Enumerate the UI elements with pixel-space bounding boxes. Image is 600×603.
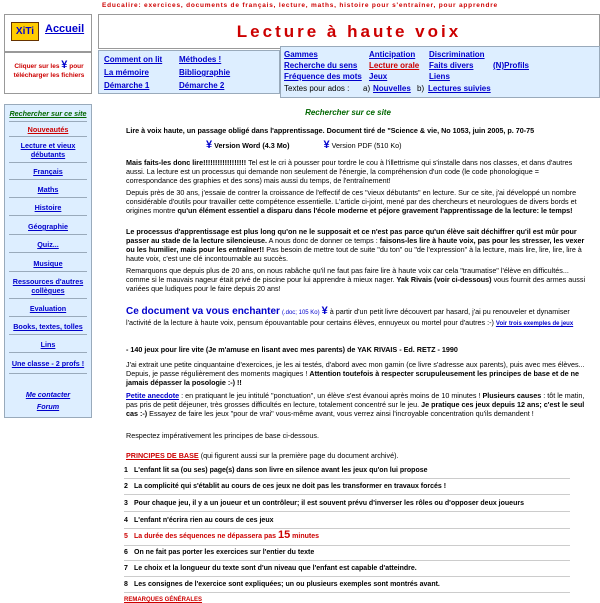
sidebar-item-geographie[interactable]: Géographie bbox=[28, 222, 68, 231]
divider bbox=[9, 334, 87, 335]
sidebar-item-contact[interactable]: Me contacter bbox=[25, 390, 71, 399]
anecdote-link[interactable]: Petite anecdote bbox=[126, 391, 180, 400]
intro-title: Lire à voix haute, un passage obligé dans l'apprentissage. Document tiré de "Science & vie, No 1053, juin 2005, p. 70-75 bbox=[126, 126, 535, 135]
nav-comment-on-lit[interactable]: Comment on lit bbox=[104, 55, 163, 64]
nav-right bbox=[280, 46, 600, 98]
divider bbox=[9, 234, 87, 235]
nav-liens[interactable]: Liens bbox=[429, 72, 450, 81]
page-title-box bbox=[98, 14, 600, 49]
nav-left bbox=[98, 50, 280, 94]
nav-profils[interactable]: (N)Profils bbox=[493, 61, 529, 70]
paragraph: J'ai extrait une petite cinquantaine d'exercices, je les ai testés, d'abord avec mon gamin (ce livre s'adresse aux parents), puis avec mes élèves... Depuis, je passe régulièrement des moments magiques ! Attention toutefois à respecter scrupuleusement les principes de base et de ne jamais dépasser la posologie :-) !! bbox=[126, 360, 585, 387]
download-hint bbox=[4, 52, 92, 94]
pdf-version-link[interactable]: Version PDF (510 Ko) bbox=[331, 141, 402, 150]
nav-gammes[interactable]: Gammes bbox=[284, 50, 318, 59]
sidebar-search[interactable]: Rechercher sur ce site bbox=[9, 109, 87, 118]
nav-lecture-orale[interactable]: Lecture orale bbox=[369, 61, 420, 70]
textes-ados-b: b) bbox=[417, 84, 425, 93]
doc-paragraph: Ce document va vous enchanter (.doc; 105 Ko) ¥ à partir d'un petit livre découvert par hasard, j'ai pu renouveler et dynamiser l'activité de la lecture à haute voix, pensum épouvantable pour certains élèves, ennuyeux ou mortel pour d'autres :-) Voir trois exemples de jeux bbox=[126, 305, 574, 327]
nav-anticipation[interactable]: Anticipation bbox=[369, 50, 416, 59]
textes-ados-label: Textes pour ados : bbox=[284, 84, 350, 93]
respect-note: Respectez impérativement les principes de base ci-dessous. bbox=[126, 431, 319, 440]
nav-bibliographie[interactable]: Bibliographie bbox=[179, 68, 231, 77]
divider bbox=[124, 511, 570, 512]
divider bbox=[124, 545, 570, 546]
nav-demarche-2[interactable]: Démarche 2 bbox=[179, 81, 225, 90]
anecdote-paragraph: Petite anecdote : en pratiquant le jeu intitulé "ponctuation", un élève s'est évanoui après moins de 10 minutes ! Plusieurs causes : tôt le matin, pas pris de petit déjeuner, très grosses difficultés en lecture, totalement concentré sur le jeu. Je pratique ces jeux depuis 12 ans; c'est le seul cas :-) Essayez de faire les jeux "pour de vrai" vous-même avant, vous verrez ainsi l'incroyable concentration qu'ils demandent ! bbox=[126, 391, 585, 418]
yen-icon[interactable]: ¥ bbox=[323, 139, 330, 151]
sidebar-item-histoire[interactable]: Histoire bbox=[34, 203, 62, 212]
doc-title: Ce document va vous enchanter bbox=[126, 306, 280, 317]
divider bbox=[9, 298, 87, 299]
nav-faits-divers[interactable]: Faits divers bbox=[429, 61, 474, 70]
sidebar-item-vieux-debutants[interactable]: Lecture et vieux débutants bbox=[20, 141, 76, 159]
main-search-link[interactable]: Rechercher sur ce site bbox=[305, 108, 391, 117]
download-hint-before: Cliquer sur les bbox=[14, 63, 60, 70]
sidebar-item-nouveautes[interactable]: Nouveautés bbox=[27, 125, 69, 134]
sidebar-item-liens[interactable]: Lins bbox=[40, 340, 56, 349]
xiti-logo[interactable]: XiTi bbox=[11, 22, 39, 41]
divider bbox=[9, 252, 87, 253]
nav-recherche-sens[interactable]: Recherche du sens bbox=[284, 61, 358, 70]
textes-ados-a: a) bbox=[363, 84, 371, 93]
paragraph: Le processus d'apprentissage est plus long qu'on ne le supposait et ce n'est pas parce qu'un élève sait déchiffrer qu'il est mûr pour passer au stade de la lecture silencieuse. A nous donc de donner ce temps : faisons-les lire à haute voix, pas pour les stresser, les vexer ou les humilier, mais pour les entraîner!! Pas besoin de mettre tout de suite "du ton" ou "de l'expression" à la lecture, mais lire, lire, lire, lire à haute voix, c'est une clé incontournable au succès. bbox=[126, 227, 585, 263]
home-link[interactable]: Accueil bbox=[45, 23, 85, 35]
principes-heading: PRINCIPES DE BASE (qui figurent aussi sur la première page du document archivé). bbox=[126, 451, 399, 460]
nav-nouvelles[interactable]: Nouvelles bbox=[373, 84, 411, 93]
rule-item: 3 Pour chaque jeu, il y a un joueur et un contrôleur; il est souvent prévu d'inverser les rôles ou d'opposer deux joueurs bbox=[124, 500, 524, 507]
divider bbox=[9, 352, 87, 353]
divider bbox=[124, 528, 570, 529]
divider bbox=[124, 560, 570, 561]
nav-demarche-1[interactable]: Démarche 1 bbox=[104, 81, 150, 90]
sidebar-item-maths[interactable]: Maths bbox=[37, 185, 59, 194]
yen-icon[interactable]: ¥ bbox=[206, 139, 213, 151]
sidebar-item-evaluation[interactable]: Evaluation bbox=[29, 304, 67, 313]
nav-jeux[interactable]: Jeux bbox=[369, 72, 388, 81]
rule-item: 2 La complicité qui s'établit au cours de ces jeux ne doit pas les transformer en travaux forcés ! bbox=[124, 483, 447, 490]
divider bbox=[9, 121, 87, 122]
page-title: Lecture à haute voix bbox=[236, 22, 462, 41]
nav-lectures-suivies[interactable]: Lectures suivies bbox=[428, 84, 491, 93]
divider bbox=[124, 478, 570, 479]
rule-item: 4 L'enfant n'écrira rien au cours de ces jeux bbox=[124, 517, 274, 524]
divider bbox=[9, 271, 87, 272]
divider bbox=[9, 179, 87, 180]
yen-icon[interactable]: ¥ bbox=[321, 305, 328, 317]
rule-item: 7 Le choix et la longueur du texte sont d'un niveau que l'enfant est capable d'atteindre. bbox=[124, 565, 417, 572]
logo-area bbox=[4, 14, 92, 52]
divider bbox=[124, 576, 570, 577]
divider bbox=[9, 162, 87, 163]
rule-item: 6 On ne fait pas porter les exercices sur l'entier du texte bbox=[124, 549, 315, 556]
paragraph: Remarquons que depuis plus de 20 ans, on nous rabâche qu'il ne faut pas faire lire à haute voix car cela "traumatise" l'élève en difficultés... comme si le mauvais nageur était privé de piscine pour lui apprendre à mieux nager. Yak Rivais (voir ci-dessous) vous fournit des armes aussi variées que ludiques pour le faire depuis 20 ans! bbox=[126, 266, 586, 293]
divider bbox=[9, 197, 87, 198]
divider bbox=[124, 592, 570, 593]
sidebar-item-ressources[interactable]: Ressources d'autres collègues bbox=[12, 277, 84, 295]
nav-frequence-mots[interactable]: Fréquence des mots bbox=[284, 72, 362, 81]
sidebar-item-quiz[interactable]: Quiz... bbox=[37, 240, 59, 249]
doc-size: (.doc; 105 Ko) bbox=[281, 310, 320, 316]
top-banner: Educalire: exercices, documents de français, lecture, maths, histoire pour s'entraîner, pour apprendre bbox=[0, 0, 600, 11]
paragraph: Mais faits-les donc lire!!!!!!!!!!!!!!!!!! Tel est le cri à pousser pour tordre le cou à l'illettrisme qui s'installe dans nos classes, et dans d'autres aussi. La lecture est un processus qui demande non seulement de l'énergie, la compréhension d'un code (le code phonologique = correspondance des graphies et des sons) mais aussi du temps, de l'entraînement! bbox=[126, 158, 573, 185]
divider bbox=[124, 494, 570, 495]
divider bbox=[9, 136, 87, 137]
rule-item: 1 L'enfant lit sa (ou ses) page(s) dans son livre en silence avant les jeux qu'on lui propose bbox=[124, 467, 428, 474]
download-hint-after: pour télécharger les fichiers bbox=[13, 63, 85, 79]
sidebar-item-books[interactable]: Books, textes, tolles bbox=[13, 322, 83, 331]
doc-examples-link[interactable]: Voir trois exemples de jeux bbox=[495, 321, 574, 327]
sidebar-item-une-classe[interactable]: Une classe - 2 profs ! bbox=[11, 359, 85, 368]
nav-memoire[interactable]: La mémoire bbox=[104, 68, 149, 77]
remarques-heading: REMARQUES GÉNÉRALES bbox=[124, 597, 203, 603]
sidebar-item-musique[interactable]: Musique bbox=[33, 259, 63, 268]
divider bbox=[9, 316, 87, 317]
rule-item: 5 La durée des séquences ne dépassera pas 15 minutes bbox=[124, 529, 320, 541]
book-title: - 140 jeux pour lire vite (Je m'amuse en lisant avec mes parents) de YAK RIVAIS - Ed. RETZ - 1990 bbox=[126, 345, 458, 354]
nav-methodes[interactable]: Méthodes ! bbox=[179, 55, 222, 64]
sidebar-item-francais[interactable]: Français bbox=[33, 167, 63, 176]
divider bbox=[9, 373, 87, 374]
sidebar-item-forum[interactable]: Forum bbox=[36, 402, 60, 411]
rule-item: 8 Les consignes de l'exercice sont expliquées; un ou plusieurs exemples sont montrés avant. bbox=[124, 581, 440, 588]
paragraph: Depuis près de 30 ans, j'essaie de contrer la croissance de l'effectif de ces "vieux débutants" en lecture. Sur ce site, j'ai développé un nombre considérable d'outils pour travailler cette compétence essentielle. L'article ci-joint, mené par des chercheurs et neurologues de divers bords et origines montre qu'un élément essentiel a disparu dans l'école moderne et péjore gravement l'apprentissage de la lecture: le temps! bbox=[126, 188, 577, 215]
nav-discrimination[interactable]: Discrimination bbox=[429, 50, 485, 59]
sidebar bbox=[4, 104, 92, 418]
divider bbox=[9, 215, 87, 216]
yen-icon: ¥ bbox=[61, 59, 68, 71]
word-version-link[interactable]: Version Word (4.3 Mo) bbox=[214, 141, 290, 150]
main-content bbox=[98, 104, 598, 603]
